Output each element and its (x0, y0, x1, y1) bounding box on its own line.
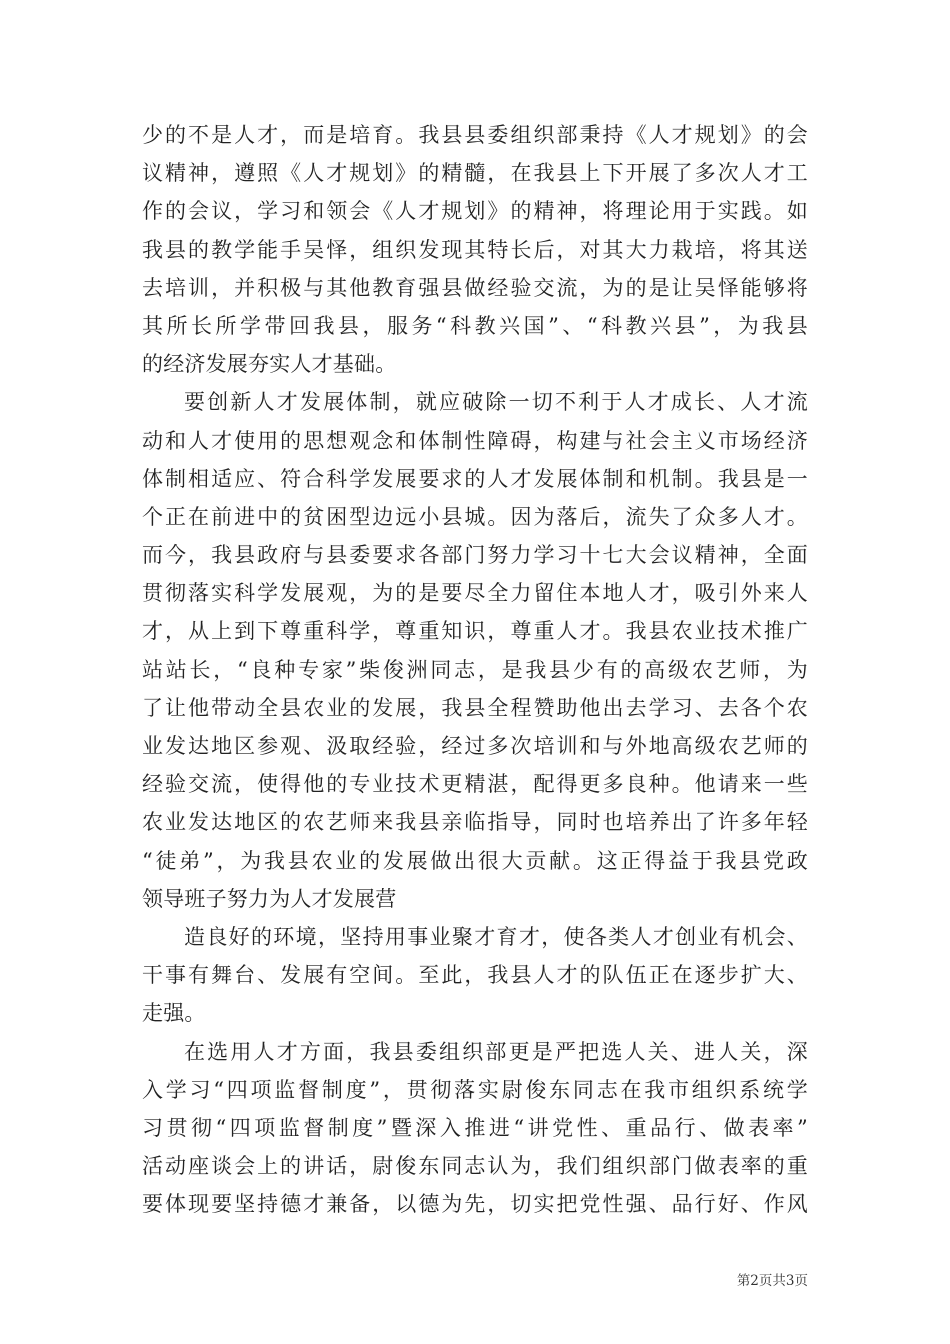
text-line: 的经济发展夯实人才基础。 (142, 352, 397, 377)
paragraph (142, 918, 808, 1033)
text-line: 要创新人才发展体制，就应破除一切不利于人才成长、人才流 (184, 390, 808, 415)
text-line: 领导班子努力为人才发展营 (142, 886, 397, 911)
text-line: 才，从上到下尊重科学，尊重知识，尊重人才。我县农业技术推广 (142, 619, 808, 644)
text-line: 农业发达地区的农艺师来我县亲临指导，同时也培养出了许多年轻 (142, 810, 808, 835)
text-line: 站站长，“良种专家”柴俊洲同志，是我县少有的高级农艺师，为 (142, 657, 808, 682)
text-line: 贯彻落实科学发展观，为的是要尽全力留住本地人才，吸引外来人 (142, 581, 808, 606)
paragraph (142, 383, 808, 918)
text-line: 了让他带动全县农业的发展，我县全程赞助他出去学习、去各个农 (142, 695, 808, 720)
text-line: 而今，我县政府与县委要求各部门努力学习十七大会议精神，全面 (142, 543, 808, 568)
paragraph (142, 116, 808, 383)
text-line: 少的不是人才，而是培育。我县县委组织部秉持《人才规划》的会 (142, 123, 808, 147)
paragraph (142, 1033, 808, 1224)
text-line: 习贯彻“四项监督制度”暨深入推进“讲党性、重品行、做表率” (142, 1115, 808, 1140)
text-line: 作的会议，学习和领会《人才规划》的精神，将理论用于实践。如 (142, 199, 808, 224)
text-line: 业发达地区参观、汲取经验，经过多次培训和与外地高级农艺师的 (142, 734, 808, 758)
text-line: 入学习“四项监督制度”，贯彻落实尉俊东同志在我市组织系统学 (142, 1077, 808, 1102)
text-line: 干事有舞台、发展有空间。至此，我县人才的队伍正在逐步扩大、 (142, 963, 808, 988)
text-line: 走强。 (142, 1001, 206, 1026)
text-line: 体制相适应、符合科学发展要求的人才发展体制和机制。我县是一 (142, 466, 808, 491)
text-line: 其所长所学带回我县，服务“科教兴国”、“科教兴县”，为我县 (142, 313, 808, 338)
text-line: 在选用人才方面，我县委组织部更是严把选人关、进人关，深 (184, 1039, 808, 1064)
text-line: 个正在前进中的贫困型边远小县城。因为落后，流失了众多人才。 (142, 504, 808, 529)
text-line: “徒弟”，为我县农业的发展做出很大贡献。这正得益于我县党政 (142, 848, 808, 873)
text-line: 要体现要坚持德才兼备，以德为先，切实把党性强、品行好、作风 (142, 1192, 808, 1217)
text-line: 经验交流，使得他的专业技术更精湛，配得更多良种。他请来一些 (142, 772, 808, 797)
text-line: 活动座谈会上的讲话，尉俊东同志认为，我们组织部门做表率的重 (142, 1154, 808, 1179)
text-line: 去培训，并积极与其他教育强县做经验交流，为的是让吴怿能够将 (142, 275, 808, 300)
text-line: 我县的教学能手吴怿，组织发现其特长后，对其大力栽培，将其送 (142, 237, 808, 262)
text-line: 议精神，遵照《人才规划》的精髓，在我县上下开展了多次人才工 (142, 161, 808, 186)
page-number: 第2页共3页 (736, 1273, 808, 1289)
body-text (142, 116, 808, 1223)
text-line: 动和人才使用的思想观念和体制性障碍，构建与社会主义市场经济 (142, 428, 808, 453)
text-line: 造良好的环境，坚持用事业聚才育才，使各类人才创业有机会、 (184, 924, 808, 949)
